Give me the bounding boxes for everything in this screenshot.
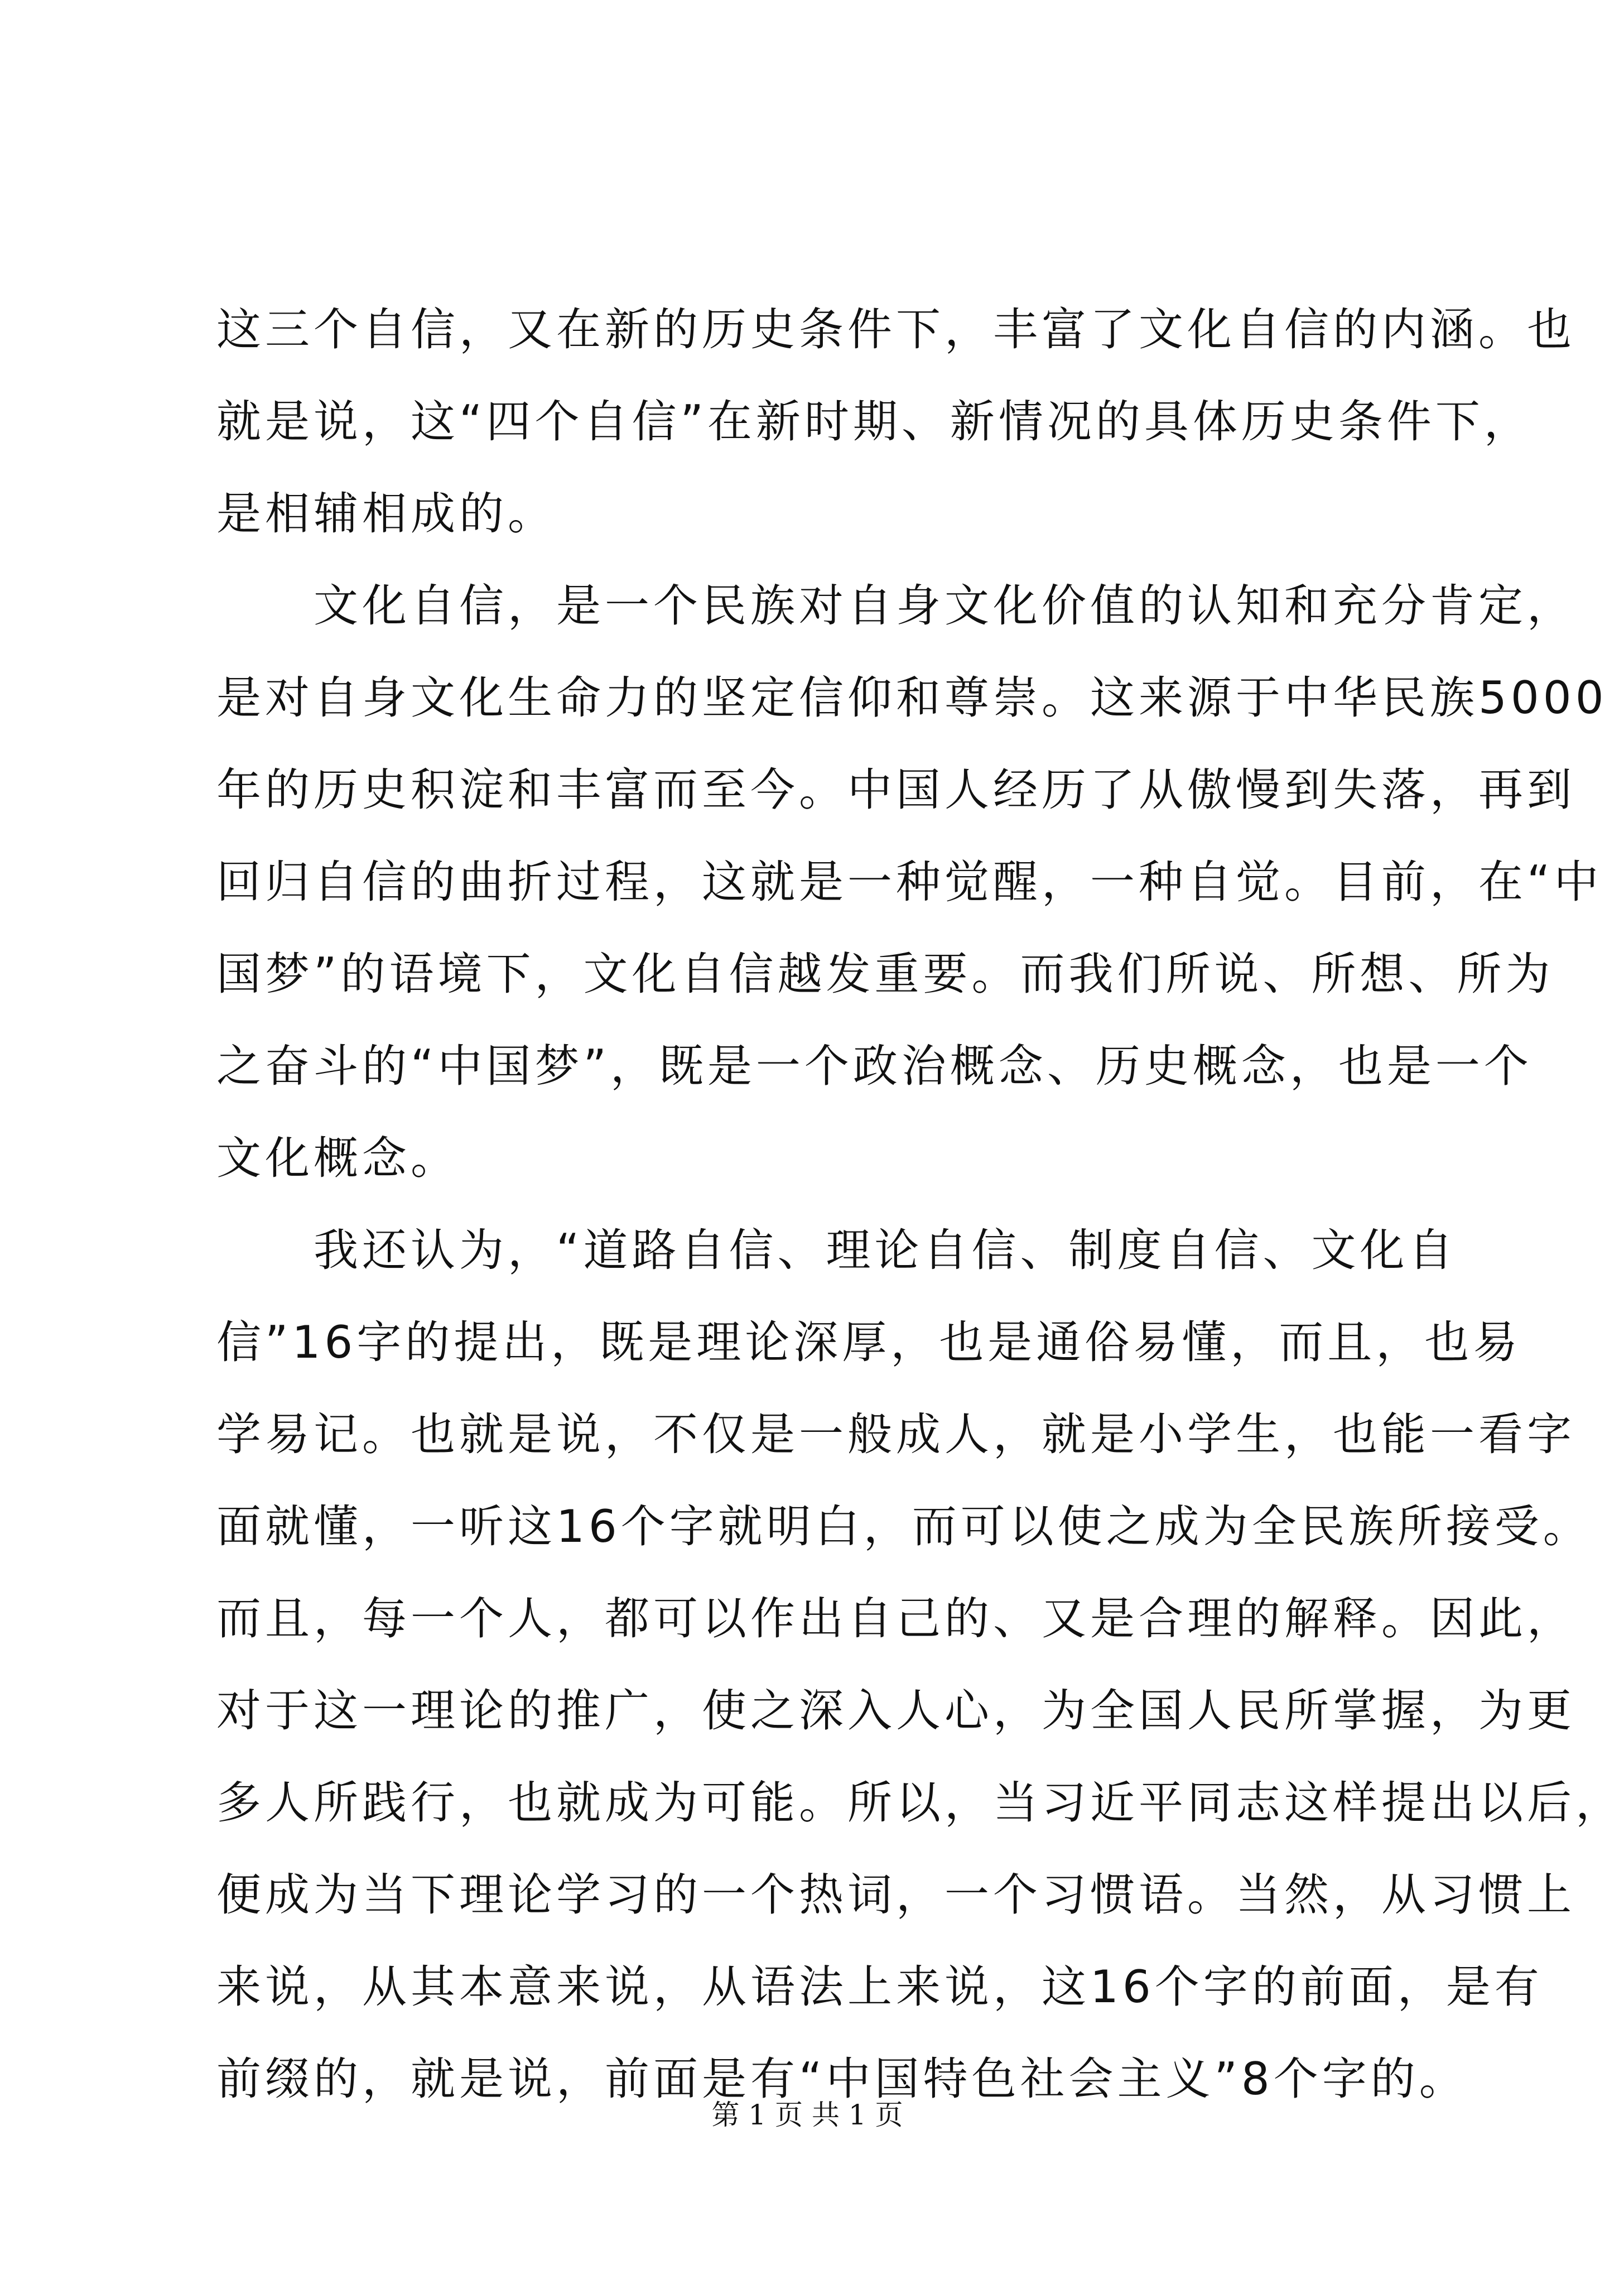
text-line-4: 文化自信，是一个民族对自身文化价值的认知和充分肯定，: [216, 580, 1575, 632]
text-line-16: 对于这一理论的推广，使之深入人心，为全国人民所掌握，为更: [216, 1685, 1575, 1737]
text-line-20: 前缀的，就是说，前面是有“中国特色社会主义”8个字的。: [216, 2053, 1468, 2105]
text-line-18: 便成为当下理论学习的一个热词，一个习惯语。当然，从习惯上: [216, 1869, 1575, 1921]
text-line-9: 之奋斗的“中国梦”，既是一个政治概念、历史概念，也是一个: [216, 1040, 1533, 1092]
text-line-10: 文化概念。: [216, 1132, 459, 1184]
text-line-5: 是对自身文化生命力的坚定信仰和尊崇。这来源于中华民族5000: [216, 672, 1608, 724]
text-line-8: 国梦”的语境下，文化自信越发重要。而我们所说、所想、所为: [216, 948, 1554, 1000]
document-body: [216, 283, 1624, 2125]
text-line-17: 多人所践行，也就成为可能。所以，当习近平同志这样提出以后，: [216, 1777, 1624, 1829]
page-number-footer: 第 1 页 共 1 页: [711, 2099, 903, 2131]
text-line-14: 面就懂，一听这16个字就明白，而可以使之成为全民族所接受。: [216, 1501, 1592, 1552]
text-line-3: 是相辅相成的。: [216, 488, 556, 540]
text-line-7: 回归自信的曲折过程，这就是一种觉醒，一种自觉。目前，在“中: [216, 856, 1603, 908]
text-line-19: 来说，从其本意来说，从语法上来说，这16个字的前面，是有: [216, 1961, 1543, 2013]
text-line-2: 就是说，这“四个自信”在新时期、新情况的具体历史条件下，: [216, 396, 1533, 448]
text-line-11: 我还认为，“道路自信、理论自信、制度自信、文化自: [216, 1224, 1457, 1276]
text-line-1: 这三个自信，又在新的历史条件下，丰富了文化自信的内涵。也: [216, 304, 1575, 355]
text-line-13: 学易记。也就是说，不仅是一般成人，就是小学生，也能一看字: [216, 1408, 1575, 1460]
text-line-12: 信”16字的提出，既是理论深厚，也是通俗易懂，而且，也易: [216, 1316, 1522, 1368]
text-line-15: 而且，每一个人，都可以作出自己的、又是合理的解释。因此，: [216, 1593, 1575, 1645]
text-line-6: 年的历史积淀和丰富而至今。中国人经历了从傲慢到失落，再到: [216, 764, 1575, 816]
